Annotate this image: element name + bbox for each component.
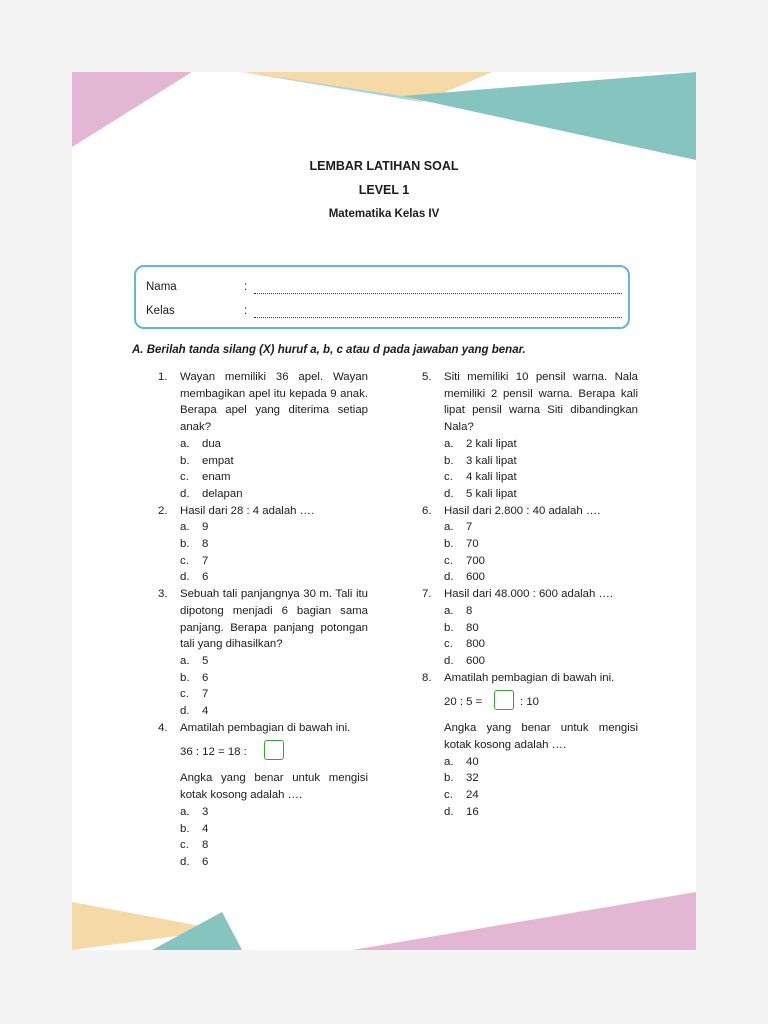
option-c[interactable] — [180, 469, 368, 486]
name-label: Nama — [146, 281, 177, 293]
option-b[interactable] — [444, 536, 638, 553]
name-field[interactable] — [254, 293, 622, 294]
option-d[interactable] — [444, 569, 638, 586]
question-text: Siti memiliki 10 pensil warna. Nala memiliki 2 pensil warna. Berapa kali lipat pensil warna Siti dibandingkan Nala? — [444, 371, 638, 434]
option-text: dua — [202, 437, 222, 450]
question-prompt: Angka yang benar untuk mengisi kotak kosong adalah …. — [444, 722, 638, 752]
option-text: 7 — [466, 521, 473, 534]
option-a[interactable] — [180, 519, 368, 536]
option-b[interactable] — [180, 453, 368, 470]
worksheet-page — [72, 72, 696, 950]
option-letter: d. — [444, 654, 454, 667]
option-c[interactable] — [444, 469, 638, 486]
option-letter: c. — [444, 638, 453, 651]
option-list — [180, 519, 368, 586]
question-2 — [158, 503, 368, 587]
question-number: 5. — [422, 371, 432, 383]
question-7 — [422, 586, 638, 670]
option-text: 700 — [466, 554, 486, 567]
option-d[interactable] — [444, 653, 638, 670]
worksheet-level: LEVEL 1 — [358, 183, 410, 197]
equation-right: : 10 — [520, 696, 539, 709]
question-5 — [422, 369, 638, 503]
option-letter: c. — [180, 688, 189, 701]
option-text: 4 kali lipat — [466, 471, 517, 484]
option-list — [444, 436, 638, 503]
option-letter: b. — [444, 772, 454, 785]
division-equation — [180, 740, 368, 764]
option-letter: c. — [180, 554, 189, 567]
class-colon: : — [244, 305, 248, 317]
question-6 — [422, 503, 638, 587]
question-8 — [422, 670, 638, 821]
option-c[interactable] — [444, 787, 638, 804]
question-text: Amatilah pembagian di bawah ini. — [180, 721, 351, 734]
option-text: 7 — [202, 554, 209, 567]
option-c[interactable] — [180, 837, 368, 854]
option-letter: a. — [444, 755, 454, 768]
option-text: 9 — [202, 521, 209, 534]
option-text: 4 — [202, 705, 209, 718]
option-b[interactable] — [180, 821, 368, 838]
option-d[interactable] — [444, 486, 638, 503]
question-number: 8. — [422, 671, 432, 684]
option-d[interactable] — [180, 854, 368, 871]
option-letter: c. — [444, 554, 453, 567]
top-pink-shape — [72, 72, 192, 147]
worksheet-title: LEMBAR LATIHAN SOAL — [309, 159, 459, 173]
option-letter: a. — [444, 604, 454, 617]
option-letter: d. — [180, 705, 190, 718]
name-colon: : — [244, 281, 248, 293]
title-block — [72, 154, 696, 226]
option-text: 32 — [466, 772, 479, 785]
question-text: Sebuah tali panjangnya 30 m. Tali itu dipotong menjadi 6 bagian sama panjang. Berapa panjang potongan tali yang dihasilkan? — [180, 588, 368, 651]
option-letter: d. — [444, 571, 454, 584]
question-text: Hasil dari 48.000 : 600 adalah …. — [444, 588, 614, 601]
option-text: 40 — [466, 755, 479, 768]
option-letter: c. — [180, 839, 189, 852]
question-text: Amatilah pembagian di bawah ini. — [444, 671, 615, 684]
option-b[interactable] — [444, 770, 638, 787]
option-c[interactable] — [180, 553, 368, 570]
option-text: 5 kali lipat — [466, 487, 517, 500]
question-text: Hasil dari 28 : 4 adalah …. — [180, 504, 315, 517]
option-d[interactable] — [180, 569, 368, 586]
option-list — [444, 754, 638, 821]
option-letter: d. — [180, 571, 190, 584]
bottom-pink-shape — [352, 892, 696, 950]
option-list — [180, 804, 368, 871]
option-a[interactable] — [444, 436, 638, 453]
class-label: Kelas — [146, 305, 175, 317]
question-number: 1. — [158, 371, 168, 383]
option-letter: d. — [444, 805, 454, 818]
option-letter: c. — [444, 789, 453, 802]
option-a[interactable] — [180, 653, 368, 670]
option-a[interactable] — [444, 603, 638, 620]
answer-blank-box[interactable] — [264, 740, 284, 760]
option-letter: b. — [180, 538, 190, 551]
option-text: 8 — [466, 604, 473, 617]
option-a[interactable] — [180, 804, 368, 821]
option-text: 5 — [202, 654, 209, 667]
option-a[interactable] — [180, 436, 368, 453]
option-c[interactable] — [180, 686, 368, 703]
option-b[interactable] — [444, 453, 638, 470]
option-text: 8 — [202, 538, 209, 551]
question-text: Wayan memiliki 36 apel. Wayan membagikan apel itu kepada 9 anak. Berapa apel yang diterima setiap anak? — [180, 371, 368, 434]
section-instruction: A. Berilah tanda silang (X) huruf a, b, c atau d pada jawaban yang benar. — [132, 344, 526, 356]
class-field[interactable] — [254, 317, 622, 318]
question-prompt: Angka yang benar untuk mengisi kotak kosong adalah …. — [180, 772, 368, 802]
option-b[interactable] — [444, 620, 638, 637]
bottom-decoration — [72, 892, 696, 950]
equation-left: 36 : 12 = 18 : — [180, 746, 247, 759]
option-text: 2 kali lipat — [466, 437, 517, 450]
option-b[interactable] — [180, 670, 368, 687]
question-number: 7. — [422, 588, 432, 601]
option-letter: a. — [180, 437, 190, 450]
option-a[interactable] — [444, 754, 638, 771]
question-number: 3. — [158, 588, 168, 601]
option-list — [444, 519, 638, 586]
question-text: Hasil dari 2.800 : 40 adalah …. — [444, 504, 601, 517]
right-column — [422, 369, 638, 821]
option-d[interactable] — [444, 804, 638, 821]
option-text: empat — [202, 454, 234, 467]
option-text: 24 — [466, 789, 479, 802]
option-letter: d. — [180, 855, 190, 868]
option-list — [180, 653, 368, 720]
answer-blank-box[interactable] — [494, 690, 514, 710]
option-letter: c. — [444, 471, 453, 484]
option-letter: a. — [180, 521, 190, 534]
option-letter: a. — [180, 654, 190, 667]
option-text: 3 kali lipat — [466, 454, 517, 467]
option-text: enam — [202, 471, 231, 484]
option-text: 600 — [466, 571, 486, 584]
option-text: 80 — [466, 621, 479, 634]
question-1 — [158, 369, 368, 503]
option-letter: b. — [444, 621, 454, 634]
division-equation — [444, 690, 638, 714]
option-text: 600 — [466, 654, 486, 667]
equation-left: 20 : 5 = — [444, 696, 483, 709]
option-text: 70 — [466, 538, 479, 551]
option-text: 7 — [202, 688, 209, 701]
option-text: 6 — [202, 671, 209, 684]
question-4 — [158, 720, 368, 871]
option-letter: d. — [180, 487, 190, 500]
option-letter: a. — [180, 805, 190, 818]
option-d[interactable] — [180, 703, 368, 720]
option-letter: d. — [444, 487, 454, 500]
option-text: 8 — [202, 839, 209, 852]
option-letter: b. — [180, 671, 190, 684]
option-list — [444, 603, 638, 670]
option-text: 4 — [202, 822, 209, 835]
question-number: 6. — [422, 504, 432, 517]
option-c[interactable] — [444, 553, 638, 570]
question-number: 4. — [158, 721, 168, 734]
option-letter: b. — [444, 454, 454, 467]
option-text: 3 — [202, 805, 209, 818]
left-column — [158, 369, 368, 871]
worksheet-subject: Matematika Kelas IV — [328, 208, 440, 220]
option-d[interactable] — [180, 486, 368, 503]
option-letter: a. — [444, 437, 454, 450]
option-a[interactable] — [444, 519, 638, 536]
option-b[interactable] — [180, 536, 368, 553]
option-text: delapan — [202, 487, 243, 500]
student-info-box — [134, 265, 630, 329]
option-list — [180, 436, 368, 503]
option-letter: b. — [180, 454, 190, 467]
question-3 — [158, 586, 368, 720]
option-letter: b. — [180, 822, 190, 835]
option-letter: a. — [444, 521, 454, 534]
option-text: 6 — [202, 571, 209, 584]
option-letter: c. — [180, 471, 189, 484]
option-text: 800 — [466, 638, 486, 651]
option-text: 16 — [466, 805, 479, 818]
option-text: 6 — [202, 855, 209, 868]
question-number: 2. — [158, 504, 168, 517]
option-c[interactable] — [444, 636, 638, 653]
option-letter: b. — [444, 538, 454, 551]
